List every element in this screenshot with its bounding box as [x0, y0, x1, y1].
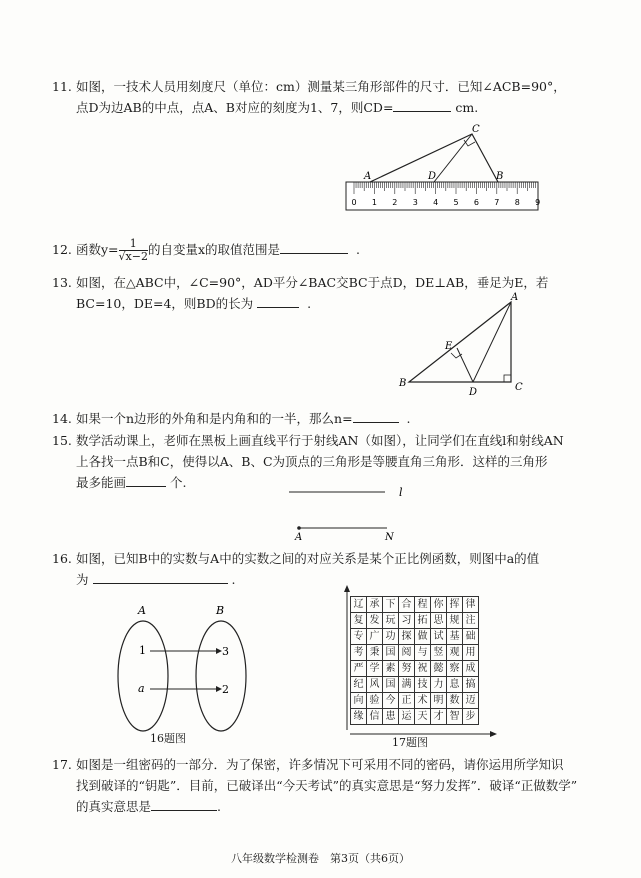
grid-cell: 祝: [415, 661, 431, 677]
grid-cell: 观: [447, 645, 463, 661]
fraction-numerator: 1: [119, 238, 148, 251]
grid-cell: 息: [447, 677, 463, 693]
question-12: [52, 238, 360, 263]
grid-cell: 注: [463, 613, 479, 629]
grid-cell: 考: [351, 645, 367, 661]
set-a-ellipse: [118, 621, 168, 731]
question-number: 12.: [52, 242, 72, 257]
grid-cell: 明: [431, 693, 447, 709]
answer-blank[interactable]: [393, 98, 451, 112]
grid-row: [351, 629, 479, 645]
grid-cell: 运: [399, 709, 415, 725]
grid-cell: 础: [463, 629, 479, 645]
question-11: [52, 76, 566, 118]
grid-cell: 搞: [463, 677, 479, 693]
label-l: l: [399, 486, 403, 499]
label-c: C: [515, 382, 523, 393]
question-number: 16.: [52, 551, 72, 566]
question-text: 的自变量x的取值范围是: [147, 242, 281, 257]
label-a: A: [364, 171, 372, 182]
set-b-label: B: [216, 604, 225, 617]
grid-row: [351, 645, 479, 661]
answer-blank[interactable]: [257, 294, 299, 308]
grid-cell: 今: [383, 693, 399, 709]
label-d: D: [428, 171, 437, 182]
grid-cell: 阅: [399, 645, 415, 661]
question-text: 数学活动课上，老师在黑板上画直线平行于射线AN（如图），让同学们在直线l和射线AN: [76, 433, 564, 448]
grid-row: [351, 661, 479, 677]
grid-cell: 挥: [447, 597, 463, 613]
grid-cell: 复: [351, 613, 367, 629]
ruler-number: 5: [453, 198, 459, 207]
question-text: 为: [76, 572, 89, 587]
code-grid-table: [350, 596, 479, 725]
question-text: 个.: [170, 475, 187, 490]
grid-cell: 广: [367, 629, 383, 645]
grid-cell: 验: [367, 693, 383, 709]
label-d: D: [469, 387, 478, 398]
grid-cell: 功: [383, 629, 399, 645]
ruler-number: 1: [371, 198, 377, 207]
fraction-denominator: √x−2: [118, 250, 148, 263]
grid-cell: 与: [415, 645, 431, 661]
median-cd: [434, 134, 472, 182]
right-angle-mark: [464, 140, 475, 146]
label-b: B: [496, 171, 504, 182]
a-item-1: 1: [139, 644, 146, 657]
label-a: A: [511, 292, 519, 303]
answer-blank[interactable]: [280, 240, 348, 254]
question-text: 如图，一技术人员用刻度尺（单位：cm）测量某三角形部件的尺寸．已知∠ACB=90°，: [76, 79, 566, 94]
grid-cell: 试: [431, 629, 447, 645]
grid-cell: 天: [415, 709, 431, 725]
question-text: BC=10，DE=4，则BD的长为: [76, 296, 254, 311]
question-text: 如图，在△ABC中，∠C=90°，AD平分∠BAC交BC于点D，DE⊥AB，垂足为E，若: [76, 275, 549, 290]
question-14: [52, 408, 411, 429]
grid-cell: 合: [399, 597, 415, 613]
grid-cell: 努: [399, 661, 415, 677]
grid-cell: 满: [399, 677, 415, 693]
grid-cell: 学: [367, 661, 383, 677]
question-number: 13.: [52, 275, 72, 290]
ruler-number: 6: [473, 198, 479, 207]
end-mark: .: [356, 242, 360, 257]
set-a-label: A: [138, 604, 146, 617]
label-c: C: [472, 124, 480, 135]
label-a: A: [295, 532, 303, 543]
question-17: [52, 754, 577, 817]
grid-cell: 竖: [431, 645, 447, 661]
question-text: 如图是一组密码的一部分．为了保密，许多情况下可采用不同的密码，请你运用所学知识: [76, 757, 564, 772]
right-angle-c: [504, 375, 511, 382]
end-mark: .: [406, 411, 411, 426]
grid-cell: 做: [415, 629, 431, 645]
ruler-triangle-figure: [340, 122, 550, 222]
ruler-number: 9: [535, 198, 541, 207]
grid-cell: 国: [383, 677, 399, 693]
ruler-number: 0: [351, 198, 357, 207]
grid-cell: 发: [367, 613, 383, 629]
question-text: 如果一个n边形的外角和是内角和的一半，那么n=: [76, 411, 353, 426]
grid-cell: 承: [367, 597, 383, 613]
grid-cell: 用: [463, 645, 479, 661]
question-text: 如图，已知B中的实数与A中的实数之间的对应关系是某个正比例函数，则图中a的值: [76, 551, 540, 566]
grid-cell: 素: [383, 661, 399, 677]
grid-cell: 信: [367, 709, 383, 725]
grid-cell: 成: [463, 661, 479, 677]
set-b-ellipse: [196, 621, 246, 731]
line-ray-figure: [285, 478, 415, 544]
grid-cell: 秉: [367, 645, 383, 661]
point-a: [297, 526, 301, 530]
figure-17-caption: 17题图: [392, 736, 428, 749]
grid-cell: 步: [463, 709, 479, 725]
question-number: 17.: [52, 757, 72, 772]
grid-cell: 基: [447, 629, 463, 645]
figure-16-caption: 16题图: [150, 732, 186, 745]
grid-cell: 向: [351, 693, 367, 709]
question-16: [52, 548, 539, 590]
grid-cell: 才: [431, 709, 447, 725]
answer-blank[interactable]: [93, 570, 228, 584]
answer-blank[interactable]: [151, 797, 217, 811]
grid-row: [351, 709, 479, 725]
grid-cell: 缘: [351, 709, 367, 725]
grid-row: [351, 693, 479, 709]
label-n: N: [385, 532, 394, 543]
grid-cell: 律: [463, 597, 479, 613]
grid-cell: 思: [431, 613, 447, 629]
grid-cell: 正: [399, 693, 415, 709]
triangle-abc-figure: [395, 290, 535, 400]
end-mark: .: [231, 572, 236, 587]
grid-cell: 习: [399, 613, 415, 629]
ruler-number: 7: [494, 198, 500, 207]
grid-cell: 智: [447, 709, 463, 725]
grid-cell: 国: [383, 645, 399, 661]
grid-cell: 玩: [383, 613, 399, 629]
grid-row: [351, 613, 479, 629]
grid-cell: 懿: [431, 661, 447, 677]
question-text: 找到破译的“钥匙”．目前，已破译出“今天考试”的真实意思是“努力发挥”．破译“正做数学”: [76, 778, 578, 793]
question-number: 14.: [52, 411, 72, 426]
grid-row: [351, 677, 479, 693]
question-text: 最多能画: [76, 475, 127, 490]
code-grid: [350, 596, 479, 725]
grid-cell: 技: [415, 677, 431, 693]
grid-cell: 力: [431, 677, 447, 693]
grid-cell: 纪: [351, 677, 367, 693]
question-number: 11.: [52, 79, 72, 94]
mapping-figure: [110, 598, 280, 748]
triangle: [409, 302, 511, 382]
b-item-2: 2: [222, 683, 229, 696]
grid-cell: 患: [383, 709, 399, 725]
question-text: 点D为边AB的中点，点A、B对应的刻度为1、7，则CD=: [76, 100, 394, 115]
label-b: B: [399, 378, 407, 389]
question-text: 的真实意思是: [76, 799, 152, 814]
ruler-number: 8: [514, 198, 520, 207]
grid-cell: 辽: [351, 597, 367, 613]
ruler-number: 3: [412, 198, 418, 207]
grid-cell: 察: [447, 661, 463, 677]
grid-cell: 探: [399, 629, 415, 645]
grid-cell: 拓: [415, 613, 431, 629]
ruler-number: 4: [433, 198, 439, 207]
grid-cell: 规: [447, 613, 463, 629]
grid-row: [351, 597, 479, 613]
answer-blank[interactable]: [126, 473, 166, 487]
question-text: 上各找一点B和C，使得以A、B、C为顶点的三角形是等腰直角三角形．这样的三角形: [76, 454, 548, 469]
answer-blank[interactable]: [353, 409, 399, 423]
end-mark: .: [307, 296, 312, 311]
perpendicular-de: [457, 348, 473, 382]
fraction: [119, 238, 148, 263]
question-text: 函数y=: [76, 242, 119, 257]
ruler-number: 2: [392, 198, 398, 207]
grid-cell: 专: [351, 629, 367, 645]
end-mark: .: [217, 799, 221, 814]
grid-cell: 术: [415, 693, 431, 709]
grid-cell: 程: [415, 597, 431, 613]
grid-cell: 下: [383, 597, 399, 613]
grid-cell: 数: [447, 693, 463, 709]
label-e: E: [445, 341, 453, 352]
a-item-a: a: [138, 682, 145, 695]
grid-cell: 严: [351, 661, 367, 677]
right-angle-e: [451, 353, 462, 358]
question-number: 15.: [52, 433, 72, 448]
b-item-3: 3: [222, 645, 229, 658]
grid-cell: 你: [431, 597, 447, 613]
unit-text: cm.: [455, 100, 479, 115]
grid-cell: 迈: [463, 693, 479, 709]
bisector-ad: [473, 302, 511, 382]
grid-cell: 风: [367, 677, 383, 693]
page-footer: 八年级数学检测卷 第3页（共6页）: [231, 852, 410, 865]
